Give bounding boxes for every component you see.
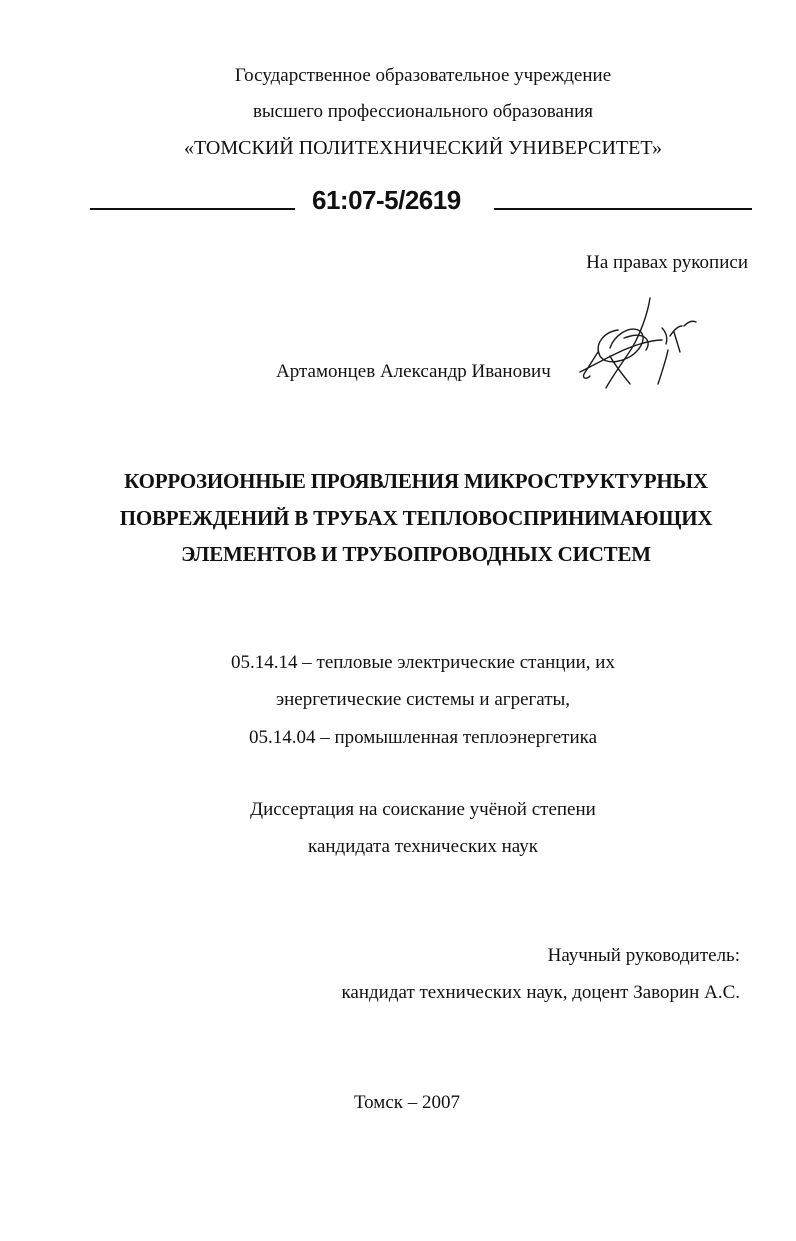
manuscript-note: На правах рукописи bbox=[586, 252, 748, 273]
dissertation-title-line-3: ЭЛЕМЕНТОВ И ТРУБОПРОВОДНЫХ СИСТЕМ bbox=[181, 542, 651, 566]
signature-image bbox=[570, 292, 710, 402]
specialty-line-2: энергетические системы и агрегаты, bbox=[275, 689, 571, 710]
divider-left bbox=[90, 208, 295, 210]
dissertation-title-line-1: КОРРОЗИОННЫЕ ПРОЯВЛЕНИЯ МИКРОСТРУКТУРНЫХ bbox=[124, 469, 708, 493]
adviser-name: кандидат технических наук, доцент Заворин А.С. bbox=[341, 982, 740, 1003]
divider-right bbox=[494, 208, 752, 210]
dissertation-title-line-2: ПОВРЕЖДЕНИЙ В ТРУБАХ ТЕПЛОВОСПРИНИМАЮЩИХ bbox=[119, 506, 713, 530]
call-number-stamp: 61:07-5/2619 bbox=[312, 185, 461, 215]
city-year: Томск – 2007 bbox=[353, 1092, 460, 1113]
author-name: Артамонцев Александр Иванович bbox=[276, 361, 551, 382]
adviser-label: Научный руководитель: bbox=[547, 945, 740, 966]
degree-line-2: кандидата технических наук bbox=[308, 836, 538, 857]
institution-name: «ТОМСКИЙ ПОЛИТЕХНИЧЕСКИЙ УНИВЕРСИТЕТ» bbox=[183, 137, 663, 159]
specialty-line-3: 05.14.04 – промышленная теплоэнергетика bbox=[248, 727, 598, 748]
degree-line-1: Диссертация на соискание учёной степени bbox=[250, 799, 596, 820]
institution-line-1: Государственное образовательное учреждение bbox=[234, 65, 612, 86]
specialty-line-1: 05.14.14 – тепловые электрические станции, их bbox=[231, 652, 615, 673]
institution-line-2: высшего профессионального образования bbox=[252, 101, 594, 122]
